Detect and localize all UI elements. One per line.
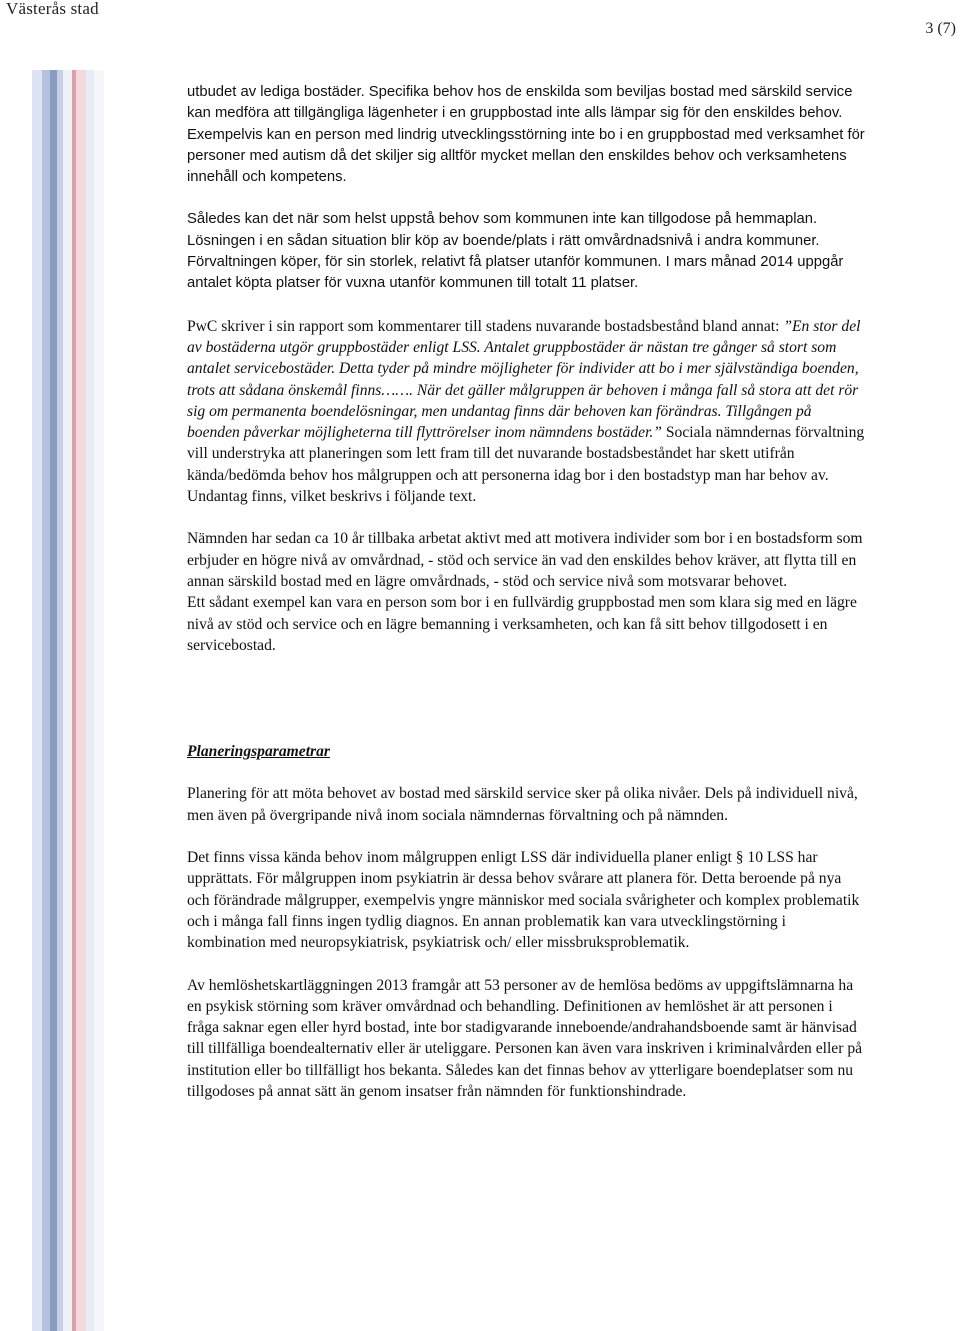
side-bar-9 <box>94 70 104 1331</box>
paragraph-4: Nämnden har sedan ca 10 år tillbaka arbetat aktivt med att motivera individer som bor i en bostadsform som erbjuder en högre nivå av omvårdnad, - stöd och service än vad den enskildes behov kräver, att flytta till en annan särskild bostad med en lägre omvårdnads, - stöd och service nivå som motsvarar behovet. <box>187 530 863 590</box>
paragraph-2-text-c: Förvaltningen köper, för sin storlek, relativt få platser utanför kommunen. <box>187 254 662 271</box>
paragraph-1 <box>187 82 867 188</box>
side-bar-8 <box>86 70 94 1331</box>
side-bar-2 <box>42 70 50 1331</box>
paragraph-3-quote: ”En stor del av bostäderna utgör gruppbostäder enligt LSS. Antalet gruppbostäder är nästan tre gånger så stort som antalet servicebostäder. Detta tyder på mindre möjligheter för individer att bo i mer självständiga boenden, trots att sådana önskemål finns……. När det gäller målgruppen är behoven i många fall så stora att det rör sig om permanenta boendelösningar, men undantag finns där behoven kan förändras. Tillgången på boenden påverkar möjligheterna till flyttrörelser inom nämndens bostäder.” <box>187 317 861 442</box>
page-number: 3 (7) <box>925 20 956 37</box>
paragraph-2-text-d: I mars månad 2014 uppgår antalet köpta platser för vuxna utanför kommunen till totalt 11 platser. <box>187 254 844 292</box>
side-bar-1 <box>32 70 42 1331</box>
organization-name: Västerås stad <box>6 0 99 18</box>
side-bar-5 <box>63 70 72 1331</box>
paragraph-2-text-a: Således kan det när som helst uppstå behov som kommunen inte kan tillgodose på hemmaplan. <box>187 211 818 228</box>
paragraph-3-intro: PwC skriver i sin rapport som kommentarer till stadens nuvarande bostadsbestånd bland annat: <box>187 317 784 335</box>
paragraph-1-text-a: utbudet av lediga bostäder. Specifika behov hos de enskilda som beviljas bostad med särskild service kan medföra att tillgängliga lägenheter i en gruppbostad inte alls lämpar sig för den enskildes behov. <box>187 84 853 122</box>
paragraph-7: Det finns vissa kända behov inom målgruppen enligt LSS där individuella planer enligt § 10 LSS har upprättats. För målgruppen inom psykiatrin är dessa behov svårare att planera för. Detta beroende på nya och förändrade målgrupper, exempelvis yngre människor med sociala svårigheter och komplex problematik och i många fall finns ingen tydlig diagnos. En annan problematik kan vara utvecklingstörning i kombination med neuropsykiatrisk, psykiatrisk och/ eller missbruksproblematik. <box>187 849 860 952</box>
paragraph-3-rest: Sociala nämndernas förvaltning vill understryka att planeringen som lett fram till det nuvarande bostadsbeståndet har skett utifrån kända/bedömda behov hos målgruppen och att personerna idag bor i den bostadstyp man har behov av. Undantag finns, vilket beskrivs i följande text. <box>187 424 865 506</box>
side-bar-7 <box>76 70 86 1331</box>
paragraph-8: Av hemlöshetskartläggningen 2013 framgår att 53 personer av de hemlösa bedöms av uppgiftslämnarna ha en psykisk störning som kräver omvårdnad och behandling. Definitionen av hemlöshet är att personen i fråga saknar egen eller hyrd bostad, inte bor stadigvarande inneboende/andrahandsboende samt är hänvisad till tillfälliga boendealternativ eller är uteliggare. Personen kan även vara inskriven i kriminalvården eller på institution eller bo tillfälligt hos bekanta. Således kan det finnas behov av ytterligare boendeplatser som nu tillgodoses på annat sätt än genom insatser från nämnden för funktionshindrade. <box>187 976 863 1100</box>
document-body <box>187 82 867 1102</box>
paragraph-3 <box>187 316 867 508</box>
decorative-side-bars <box>32 70 172 1331</box>
paragraph-2-text-b: Lösningen i en sådan situation blir köp av boende/plats i rätt omvårdnadsnivå i andra kommuner. <box>187 232 820 249</box>
paragraph-5: Ett sådant exempel kan vara en person som bor i en fullvärdig gruppbostad men som klara sig med en lägre nivå av stöd och service och en lägre bemanning i verksamheten, och kan få sitt behov tillgodosett i en servicebostad. <box>187 594 857 654</box>
paragraph-2 <box>187 209 867 294</box>
side-bar-3 <box>50 70 57 1331</box>
section-heading: Planeringsparametrar <box>187 743 330 761</box>
paragraph-1-text-b: Exempelvis kan en person med lindrig utvecklingsstörning inte bo i en gruppbostad med verksamhet för personer med autism då det skiljer sig alltför mycket mellan den enskildes behov och verksamhetens innehåll och kompetens. <box>187 126 865 186</box>
paragraph-6: Planering för att möta behovet av bostad med särskild service sker på olika nivåer. Dels på individuell nivå, men även på övergripande nivå inom sociala nämndernas förvaltning och på nämnden. <box>187 785 858 824</box>
